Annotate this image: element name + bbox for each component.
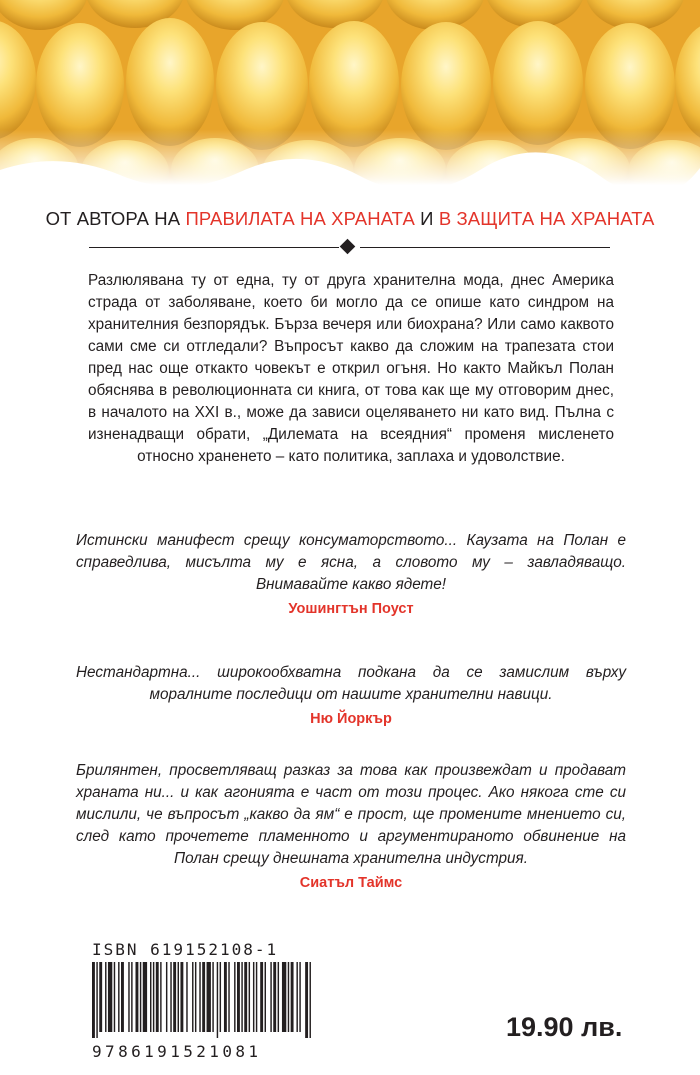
diamond-icon: [340, 239, 356, 255]
barcode-bar: [170, 962, 171, 1032]
book-description: [88, 270, 614, 468]
barcode-bar: [121, 962, 124, 1032]
barcode-bar: [244, 962, 247, 1032]
author-tagline: [0, 208, 700, 230]
review-text: Истински манифест срещу консуматорството... Каузата на Полан е справедлива, мисълта му е ясна, а словото му – завладяващо. Внимавайте какво ядете!: [76, 532, 626, 593]
barcode-bar: [291, 962, 294, 1032]
barcode-bar: [234, 962, 235, 1032]
barcode-bar: [131, 962, 132, 1032]
barcode-bar: [96, 962, 97, 1038]
barcode-bar: [160, 962, 161, 1032]
review-source: Уошингтън Поуст: [288, 601, 414, 617]
barcode-bar: [273, 962, 276, 1032]
barcode-bar: [199, 962, 200, 1032]
barcode-bar: [166, 962, 167, 1032]
isbn-label: ISBN 619152108-1: [92, 940, 279, 959]
barcode-bar: [278, 962, 279, 1032]
barcode-bar: [128, 962, 129, 1032]
barcode-bar: [224, 962, 227, 1032]
barcode-bar: [310, 962, 311, 1038]
barcode-bar: [237, 962, 240, 1032]
barcode-bar: [249, 962, 250, 1032]
barcode-bar: [173, 962, 176, 1032]
barcode-bar: [195, 962, 196, 1032]
barcode-bar: [299, 962, 300, 1032]
tagline-conjunction: И: [420, 208, 434, 229]
barcode-bar: [265, 962, 266, 1032]
barcode-bar: [140, 962, 141, 1032]
barcode-bar: [228, 962, 229, 1032]
barcode-bar: [220, 962, 221, 1032]
description-text: Разлюлявана ту от една, ту от друга хранителна мода, днес Америка страда от заболяване, което би могло да се опише като синдром на хранителния безпорядък. Бърза вечеря или биохрана? Или само каквото сами сме си отгледали? Въпросът какво да сложим на трапезата стои пред нас още откакто човекът е открил огъня. Но както Майкъл Полан обяснява в революционната си книга, от това как ще му отговорим днес, в началото на XXI в., може да зависи оцеляването ни като вид. Пълна с изненадващи обрати, „Дилемата на всеядния“ променя мисленето относно храненето – като политика, заплаха и удоволствие.: [88, 272, 614, 465]
barcode-bar: [305, 962, 308, 1038]
corn-kernels-image: [0, 0, 700, 185]
barcode-bar: [92, 962, 95, 1038]
barcode-bar: [207, 962, 211, 1032]
barcode-bar: [99, 962, 102, 1032]
barcode-bar: [153, 962, 154, 1032]
review-quote: [76, 662, 626, 730]
barcode-bar: [253, 962, 254, 1032]
divider-line-right: [360, 247, 610, 248]
divider-line-left: [89, 247, 339, 248]
barcode-bar: [150, 962, 151, 1032]
barcode-bar: [186, 962, 187, 1032]
ornament-divider: [89, 240, 610, 256]
review-quote: [76, 530, 626, 620]
barcode-bar: [212, 962, 213, 1032]
review-text: Нестандартна... широкообхватна подкана да се замислим върху моралните последици от нашите хранителни навици.: [76, 664, 626, 703]
barcode-bar: [143, 962, 147, 1032]
price: 19.90 лв.: [506, 1012, 623, 1042]
review-quote: [76, 760, 626, 894]
barcode-bar: [288, 962, 289, 1032]
tagline-intro: ОТ АВТОРА НА: [45, 208, 181, 229]
barcode-bar: [114, 962, 115, 1032]
review-source: Ню Йоркър: [310, 711, 392, 727]
barcode: [92, 962, 312, 1038]
barcode-bar: [105, 962, 106, 1032]
barcode-bar: [136, 962, 139, 1032]
barcode-bar: [217, 962, 218, 1038]
barcode-bar: [260, 962, 263, 1032]
barcode-bar: [156, 962, 159, 1032]
tagline-book-title-1: ПРАВИЛАТА НА ХРАНАТА: [185, 208, 415, 229]
tagline-book-title-2: В ЗАЩИТА НА ХРАНАТА: [438, 208, 655, 229]
barcode-bar: [178, 962, 179, 1032]
barcode-bar: [192, 962, 193, 1032]
barcode-bar: [241, 962, 242, 1032]
barcode-bar: [270, 962, 271, 1032]
barcode-bar: [118, 962, 119, 1032]
barcode-bar: [180, 962, 183, 1032]
barcode-bar: [202, 962, 205, 1032]
barcode-bar: [282, 962, 286, 1032]
barcode-bar: [256, 962, 257, 1032]
isbn-digits: 9786191521081: [92, 1042, 262, 1061]
review-source: Сиатъл Таймс: [299, 875, 403, 891]
review-text: Брилянтен, просветляващ разказ за това как произвеждат и продават храната ни... и как агонията е част от този процес. Ако някога сте си мислили, че въпросът „какво да ям“ е прост, ще промените мнението си, след като прочетете пламенното и аргументираното обвинение на Полан срещу днешната хранителна индустрия.: [76, 762, 626, 867]
barcode-bar: [108, 962, 112, 1032]
barcode-bar: [296, 962, 297, 1032]
